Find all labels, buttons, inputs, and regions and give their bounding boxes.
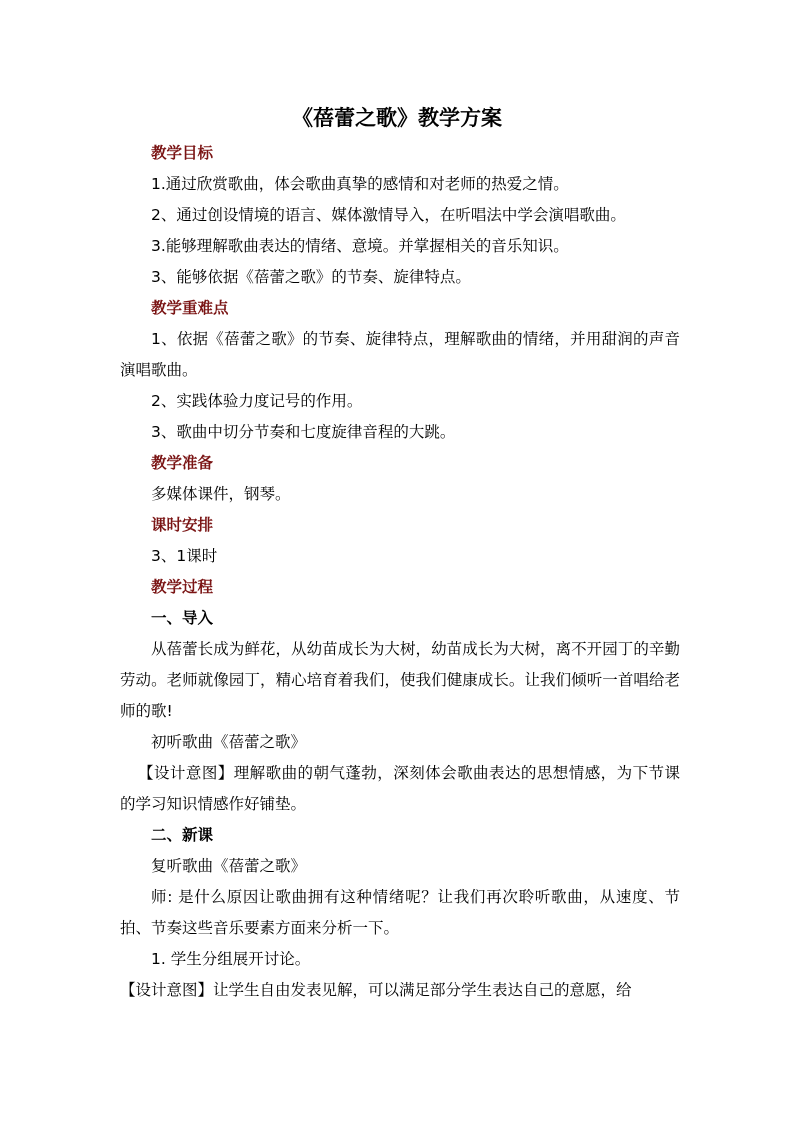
key-item-1: 1、依据《蓓蕾之歌》的节奏、旋律特点，理解歌曲的情绪，并用甜润的声音演唱歌曲。 bbox=[120, 330, 680, 379]
goal-heading: 教学目标 bbox=[151, 144, 214, 162]
section-1-heading: 一、导入 bbox=[151, 609, 214, 627]
goal-item-1: 1.通过欣赏歌曲，体会歌曲真挚的感情和对老师的热爱之情。 bbox=[151, 175, 569, 193]
key-item-3: 3、歌曲中切分节奏和七度旋律音程的大跳。 bbox=[151, 423, 456, 441]
section-2-listen: 复听歌曲《蓓蕾之歌》 bbox=[151, 857, 307, 875]
section-1-paragraph: 从蓓蕾长成为鲜花，从幼苗成长为大树，幼苗成长为大树，离不开园丁的辛勤劳动。老师就像园丁，精心培育着我们，使我们健康成长。让我们倾听一首唱给老师的歌! bbox=[120, 640, 680, 720]
section-1-design-intent: 【设计意图】理解歌曲的朝气蓬勃，深刻体会歌曲表达的思想情感，为下节课的学习知识情感作好铺垫。 bbox=[120, 764, 680, 813]
goal-item-2: 2、通过创设情境的语言、媒体激情导入，在听唱法中学会演唱歌曲。 bbox=[151, 206, 626, 224]
section-1-listen: 初听歌曲《蓓蕾之歌》 bbox=[151, 733, 307, 751]
document-title: 《蓓蕾之歌》教学方案 bbox=[292, 106, 502, 130]
goal-item-3: 3.能够理解歌曲表达的情绪、意境。并掌握相关的音乐知识。 bbox=[151, 237, 569, 255]
section-2-design-intent: 【设计意图】让学生自由发表见解，可以满足部分学生表达自己的意愿，给 bbox=[120, 981, 632, 999]
goal-item-4: 3、能够依据《蓓蕾之歌》的节奏、旋律特点。 bbox=[151, 268, 471, 286]
section-2-heading: 二、新课 bbox=[151, 826, 214, 844]
prep-heading: 教学准备 bbox=[151, 454, 214, 472]
key-heading: 教学重难点 bbox=[151, 299, 229, 317]
document-body bbox=[120, 138, 680, 1006]
prep-text: 多媒体课件，钢琴。 bbox=[151, 485, 291, 503]
process-heading: 教学过程 bbox=[151, 578, 214, 596]
schedule-text: 3、1课时 bbox=[151, 547, 218, 565]
section-2-item-1: 1. 学生分组展开讨论。 bbox=[151, 950, 311, 968]
key-item-2: 2、实践体验力度记号的作用。 bbox=[151, 392, 363, 410]
section-2-teacher-question: 师: 是什么原因让歌曲拥有这种情绪呢？让我们再次聆听歌曲，从速度、节拍、节奏这些音乐要素方面来分析一下。 bbox=[120, 888, 680, 937]
schedule-heading: 课时安排 bbox=[151, 516, 214, 534]
